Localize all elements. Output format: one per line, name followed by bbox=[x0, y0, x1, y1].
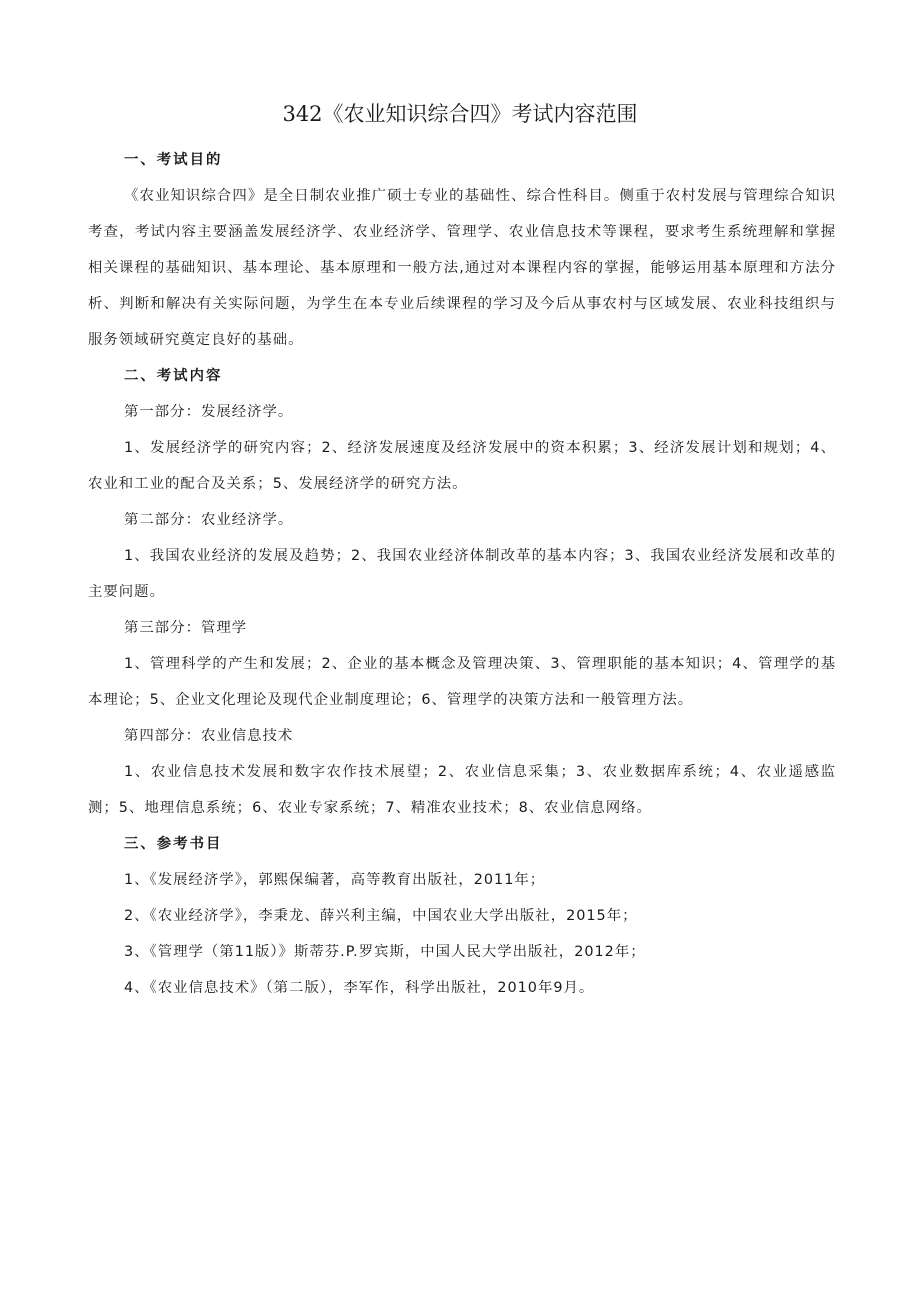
part-label-management: 第三部分：管理学 bbox=[124, 620, 248, 636]
reference-item: 3、《管理学（第11版）》斯蒂芬.P.罗宾斯，中国人民大学出版社，2012年； bbox=[124, 944, 646, 960]
section-heading-exam-purpose: 一、考试目的 bbox=[124, 152, 223, 168]
part-content-management: 1、管理科学的产生和发展；2、企业的基本概念及管理决策、3、管理职能的基本知识；4、管理学的基本理论；5、企业文化理论及现代企业制度理论；6、管理学的决策方法和一般管理方法。 bbox=[88, 656, 836, 708]
section-heading-exam-content: 二、考试内容 bbox=[124, 368, 223, 384]
part-content-agricultural-economics: 1、我国农业经济的发展及趋势；2、我国农业经济体制改革的基本内容；3、我国农业经济发展和改革的主要问题。 bbox=[88, 548, 836, 600]
part-label-agricultural-it: 第四部分：农业信息技术 bbox=[124, 728, 294, 744]
document-body bbox=[88, 142, 836, 1006]
part-content-development-economics: 1、发展经济学的研究内容；2、经济发展速度及经济发展中的资本积累；3、经济发展计划和规划；4、农业和工业的配合及关系；5、发展经济学的研究方法。 bbox=[88, 440, 836, 492]
part-content-agricultural-it: 1、农业信息技术发展和数字农作技术展望；2、农业信息采集；3、农业数据库系统；4、农业遥感监测；5、地理信息系统；6、农业专家系统；7、精准农业技术；8、农业信息网络。 bbox=[88, 764, 836, 816]
part-label-development-economics: 第一部分：发展经济学。 bbox=[124, 404, 294, 420]
document-title: 342《农业知识综合四》考试内容范围 bbox=[282, 102, 638, 126]
reference-item: 2、《农业经济学》，李秉龙、薛兴利主编，中国农业大学出版社，2015年； bbox=[124, 908, 638, 924]
exam-purpose-paragraph: 《农业知识综合四》是全日制农业推广硕士专业的基础性、综合性科目。侧重于农村发展与管理综合知识考查，考试内容主要涵盖发展经济学、农业经济学、管理学、农业信息技术等课程，要求考生系统理解和掌握相关课程的基础知识、基本理论、基本原理和一般方法,通过对本课程内容的掌握，能够运用基本原理和方法分析、判断和解决有关实际问题，为学生在本专业后续课程的学习及今后从事农村与区域发展、农业科技组织与服务领域研究奠定良好的基础。 bbox=[88, 188, 836, 348]
section-heading-references: 三、参考书目 bbox=[124, 836, 223, 852]
reference-item: 4、《农业信息技术》（第二版），李军作，科学出版社，2010年9月。 bbox=[124, 980, 595, 996]
part-label-agricultural-economics: 第二部分：农业经济学。 bbox=[124, 512, 294, 528]
reference-item: 1、《发展经济学》，郭熙保编著，高等教育出版社，2011年； bbox=[124, 872, 546, 888]
